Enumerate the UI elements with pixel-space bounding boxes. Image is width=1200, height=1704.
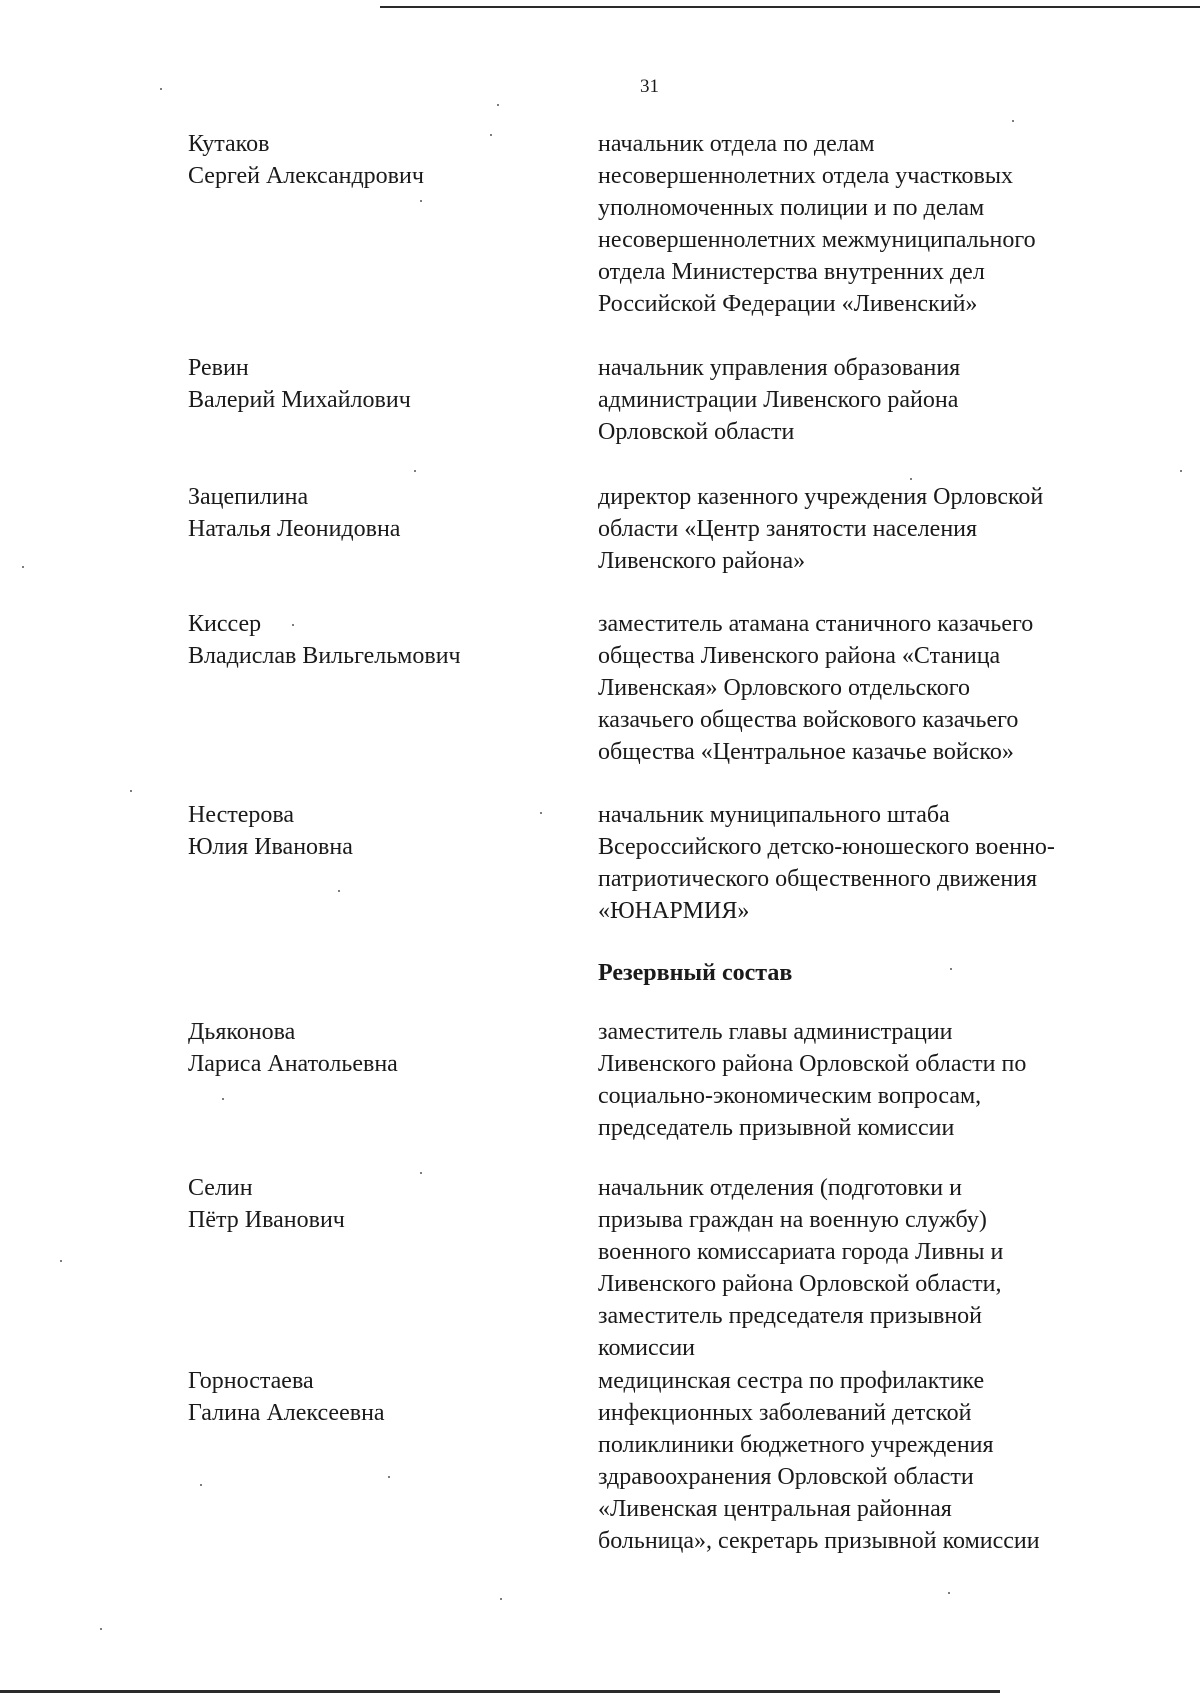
scan-speck — [222, 1098, 224, 1100]
scan-speck — [22, 566, 24, 568]
scan-speck — [100, 1628, 102, 1630]
position-line: несовершеннолетних отдела участковых — [598, 163, 1014, 189]
member-surname: Киссер — [188, 611, 262, 637]
member-name — [188, 799, 568, 863]
scan-speck — [60, 1260, 62, 1262]
member-given-names: Валерий Михайлович — [188, 387, 411, 413]
position-line: Российской Федерации «Ливенский» — [598, 291, 978, 317]
scan-speck — [490, 134, 492, 136]
position-line: администрации Ливенского района — [598, 387, 959, 413]
member-surname: Дьяконова — [188, 1019, 296, 1045]
scan-speck — [497, 104, 499, 106]
member-given-names: Владислав Вильгельмович — [188, 643, 461, 669]
position-line: начальник управления образования — [598, 355, 961, 381]
scan-speck — [292, 624, 294, 626]
position-line: «Ливенская центральная районная — [598, 1496, 952, 1522]
position-line: отдела Министерства внутренних дел — [598, 259, 985, 285]
scan-speck — [950, 968, 952, 970]
reserve-heading: Резервный состав — [598, 960, 793, 986]
member-given-names: Лариса Анатольевна — [188, 1051, 398, 1077]
position-line: Всероссийского детско-юношеского военно- — [598, 834, 1055, 860]
scan-speck — [200, 1484, 202, 1486]
scan-speck — [414, 470, 416, 472]
position-line: Ливенского района» — [598, 548, 806, 574]
member-position — [598, 1016, 1158, 1144]
position-line: социально-экономическим вопросам, — [598, 1083, 982, 1109]
position-line: Ливенского района Орловской области по — [598, 1051, 1027, 1077]
member-given-names: Наталья Леонидовна — [188, 516, 401, 542]
member-position — [598, 799, 1158, 927]
scan-speck — [130, 790, 132, 792]
position-line: «ЮНАРМИЯ» — [598, 898, 750, 924]
scan-speck — [910, 478, 912, 480]
member-surname: Селин — [188, 1175, 253, 1201]
position-line: заместитель атамана станичного казачьего — [598, 611, 1034, 637]
page-number: 31 — [640, 76, 659, 97]
scan-speck — [420, 200, 422, 202]
member-name — [188, 128, 568, 192]
member-name — [188, 1172, 568, 1236]
member-surname: Зацепилина — [188, 484, 309, 510]
member-name — [188, 1016, 568, 1080]
member-position — [598, 481, 1158, 577]
member-given-names: Сергей Александрович — [188, 163, 424, 189]
scan-speck — [388, 1476, 390, 1478]
scan-speck — [160, 88, 162, 90]
member-name — [188, 608, 568, 672]
position-line: заместитель главы администрации — [598, 1019, 953, 1045]
position-line: заместитель председателя призывной — [598, 1303, 982, 1329]
member-surname: Ревин — [188, 355, 249, 381]
member-name — [188, 481, 568, 545]
position-line: медицинская сестра по профилактике — [598, 1368, 985, 1394]
scan-speck — [420, 1172, 422, 1174]
position-line: комиссии — [598, 1335, 696, 1361]
position-line: Орловской области — [598, 419, 795, 445]
member-name — [188, 352, 568, 416]
scan-speck — [540, 812, 542, 814]
member-given-names: Галина Алексеевна — [188, 1400, 385, 1426]
position-line: уполномоченных полиции и по делам — [598, 195, 985, 221]
scan-speck — [948, 1592, 950, 1594]
member-given-names: Пётр Иванович — [188, 1207, 345, 1233]
scan-speck — [500, 1598, 502, 1600]
position-line: области «Центр занятости населения — [598, 516, 978, 542]
position-line: призыва граждан на военную службу) — [598, 1207, 987, 1233]
position-line: председатель призывной комиссии — [598, 1115, 955, 1141]
scan-border-top — [380, 6, 1200, 8]
position-line: военного комиссариата города Ливны и — [598, 1239, 1004, 1265]
position-line: инфекционных заболеваний детской — [598, 1400, 972, 1426]
position-line: Ливенская» Орловского отдельского — [598, 675, 970, 701]
member-given-names: Юлия Ивановна — [188, 834, 353, 860]
member-name — [188, 1365, 568, 1429]
position-line: поликлиники бюджетного учреждения — [598, 1432, 994, 1458]
member-position — [598, 1172, 1158, 1364]
position-line: директор казенного учреждения Орловской — [598, 484, 1044, 510]
position-line: общества «Центральное казачье войско» — [598, 739, 1014, 765]
member-surname: Горностаева — [188, 1368, 314, 1394]
member-position — [598, 352, 1158, 448]
scan-speck — [1180, 470, 1182, 472]
scan-speck — [338, 890, 340, 892]
position-line: казачьего общества войскового казачьего — [598, 707, 1019, 733]
position-line: начальник муниципального штаба — [598, 802, 950, 828]
scan-border-bottom — [0, 1690, 1000, 1693]
member-surname: Кутаков — [188, 131, 270, 157]
position-line: здравоохранения Орловской области — [598, 1464, 974, 1490]
member-position — [598, 608, 1158, 768]
position-line: несовершеннолетних межмуниципального — [598, 227, 1036, 253]
position-line: больница», секретарь призывной комиссии — [598, 1528, 1040, 1554]
position-line: патриотического общественного движения — [598, 866, 1038, 892]
position-line: начальник отделения (подготовки и — [598, 1175, 962, 1201]
position-line: Ливенского района Орловской области, — [598, 1271, 1002, 1297]
member-position — [598, 1365, 1158, 1557]
position-line: начальник отдела по делам — [598, 131, 875, 157]
position-line: общества Ливенского района «Станица — [598, 643, 1001, 669]
member-position — [598, 128, 1158, 320]
scan-speck — [1012, 120, 1014, 122]
member-surname: Нестерова — [188, 802, 295, 828]
